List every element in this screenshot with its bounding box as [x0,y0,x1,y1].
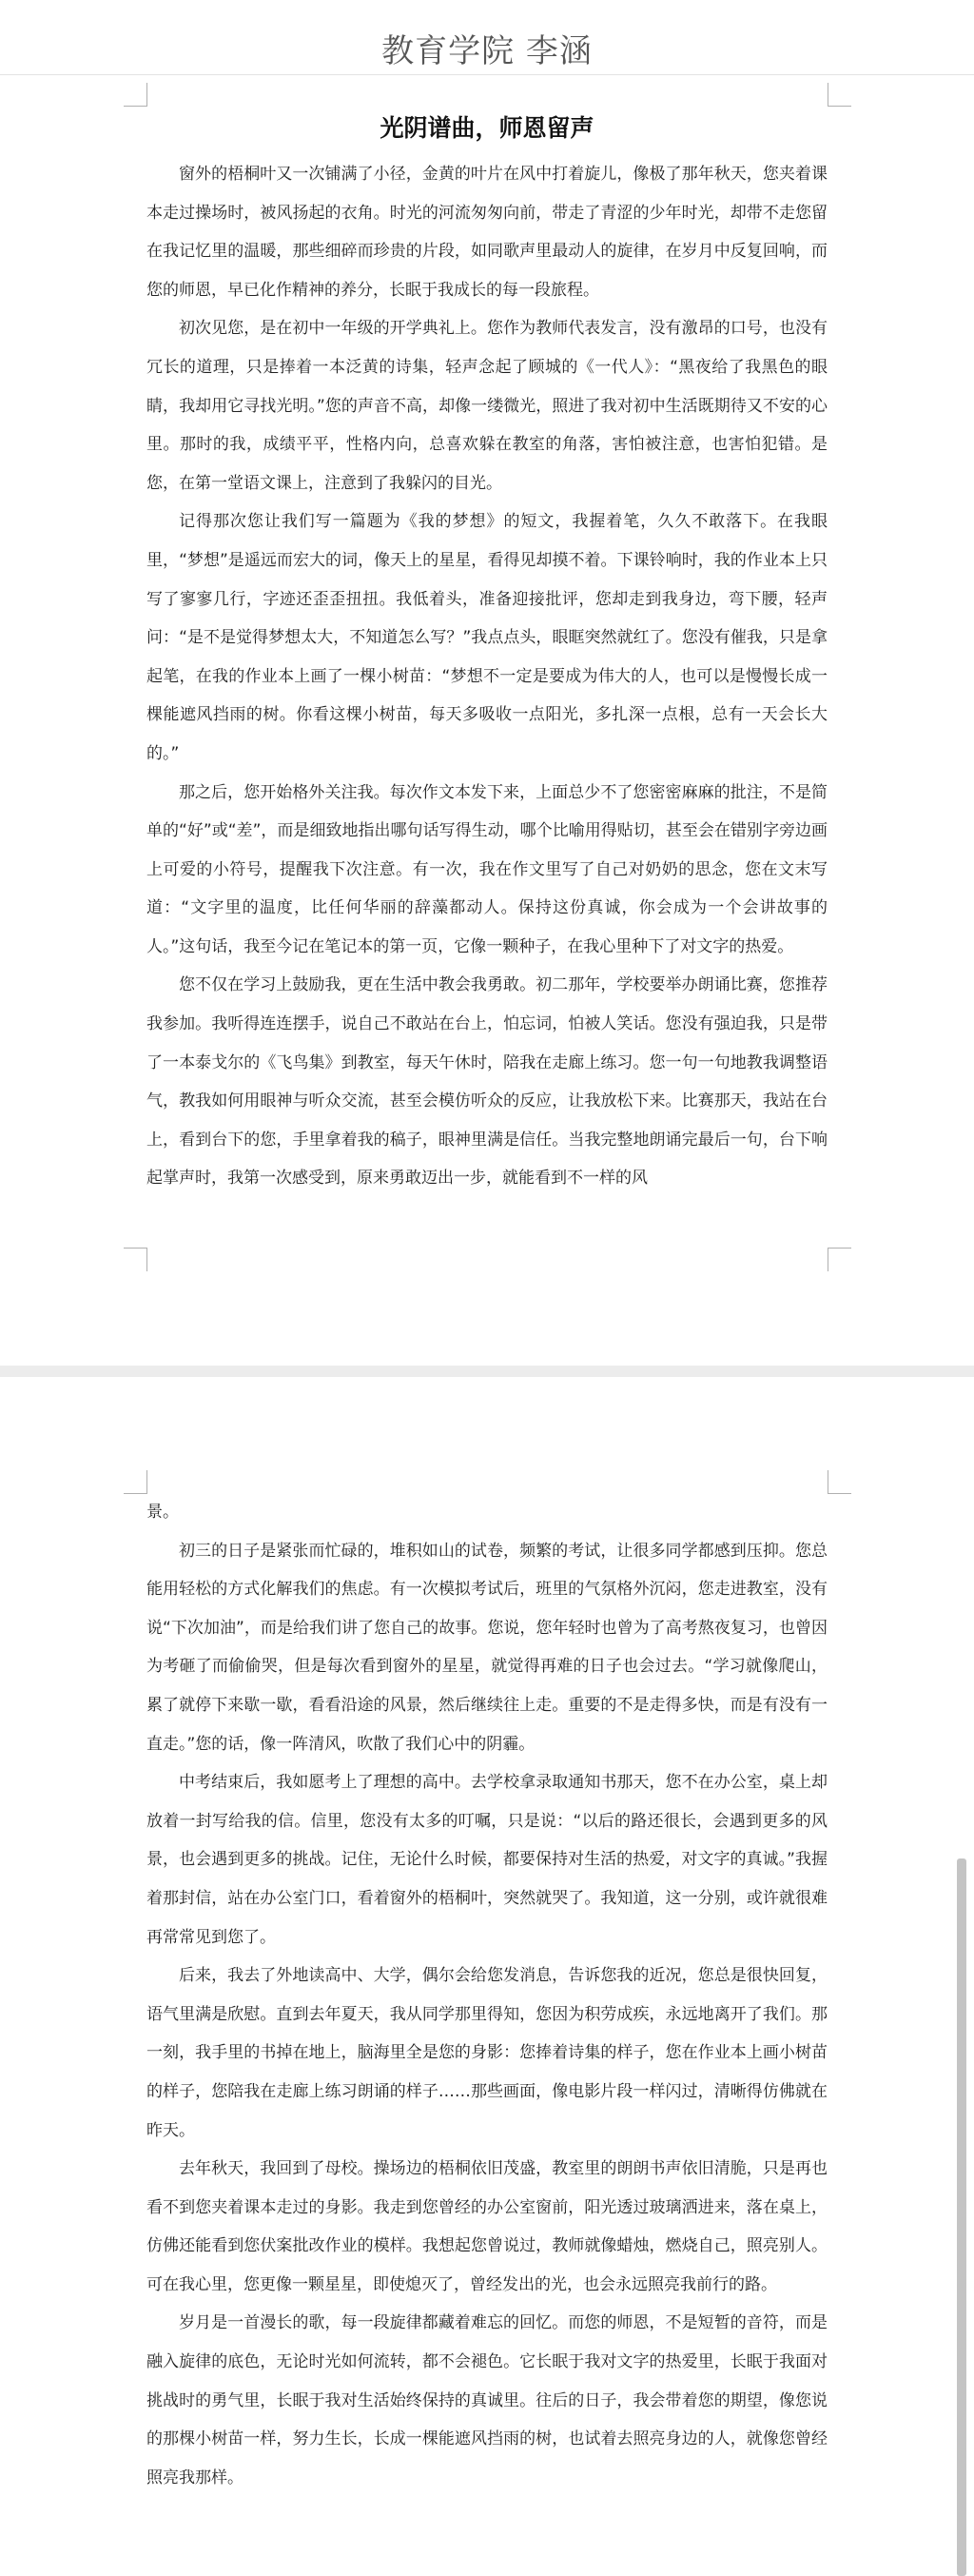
paragraph: 窗外的梧桐叶又一次铺满了小径，金黄的叶片在风中打着旋儿，像极了那年秋天，您夹着课本走过操场时，被风扬起的衣角。时光的河流匆匆向前，带走了青涩的少年时光，却带不走您留在我记忆里的温暖，那些细碎而珍贵的片段，如同歌声里最动人的旋律，在岁月中反复回响，而您的师恩，早已化作精神的养分，长眠于我成长的每一段旅程。 [146,165,828,300]
document-header [0,0,974,75]
paragraph: 记得那次您让我们写一篇题为《我的梦想》的短文，我握着笔，久久不敢落下。在我眼里，“梦想”是遥远而宏大的词，像天上的星星，看得见却摸不着。下课铃响时，我的作业本上只写了寥寥几行，字迹还歪歪扭扭。我低着头，准备迎接批评，您却走到我身边，弯下腰，轻声问：“是不是觉得梦想太大，不知道怎么写？”我点点头，眼眶突然就红了。您没有催我，只是拿起笔，在我的作业本上画了一棵小树苗：“梦想不一定是要成为伟大的人，也可以是慢慢长成一棵能遮风挡雨的树。你看这棵小树苗，每天多吸收一点阳光，多扎深一点根，总有一天会长大的。” [146,512,828,763]
margin-corner-mark [124,83,147,107]
paragraph: 中考结束后，我如愿考上了理想的高中。去学校拿录取通知书那天，您不在办公室，桌上却放着一封写给我的信。信里，您没有太多的叮嘱，只是说：“以后的路还很长，会遇到更多的风景，也会遇到更多的挑战。记住，无论什么时候，都要保持对生活的热爱，对文字的真诚。”我握着那封信，站在办公室门口，看着窗外的梧桐叶，突然就哭了。我知道，这一分别，或许就很难再常常见到您了。 [146,1773,828,1947]
margin-corner-mark [828,1470,851,1494]
scrollbar-thumb[interactable] [957,1858,966,2576]
essay-body-page-2 [146,1493,828,2497]
document-page-2 [0,1377,974,2576]
margin-corner-mark [124,1470,147,1494]
essay-body-page-1 [146,155,828,1198]
paragraph: 初三的日子是紧张而忙碌的，堆积如山的试卷，频繁的考试，让很多同学都感到压抑。您总能用轻松的方式化解我们的焦虑。有一次模拟考试后，班里的气氛格外沉闷，您走进教室，没有说“下次加油”，而是给我们讲了您自己的故事。您说，您年轻时也曾为了高考熬夜复习，也曾因为考砸了而偷偷哭，但是每次看到窗外的星星，就觉得再难的日子也会过去。“学习就像爬山，累了就停下来歇一歇，看看沿途的风景，然后继续往上走。重要的不是走得多快，而是有没有一直走。”您的话，像一阵清风，吹散了我们心中的阴霾。 [146,1541,828,1754]
paragraph: 后来，我去了外地读高中、大学，偶尔会给您发消息，告诉您我的近况，您总是很快回复，语气里满是欣慰。直到去年夏天，我从同学那里得知，您因为积劳成疾，永远地离开了我们。那一刻，我手里的书掉在地上，脑海里全是您的身影：您捧着诗集的样子，您在作业本上画小树苗的样子，您陪我在走廊上练习朗诵的样子……那些画面，像电影片段一样闪过，清晰得仿佛就在昨天。 [146,1966,828,2140]
paragraph-continuation: 景。 [146,1503,179,1522]
margin-corner-mark [124,1248,147,1271]
author-header: 教育学院 李涵 [381,32,593,70]
paragraph: 那之后，您开始格外关注我。每次作文本发下来，上面总少不了您密密麻麻的批注，不是简单的“好”或“差”，而是细致地指出哪句话写得生动，哪个比喻用得贴切，甚至会在错别字旁边画上可爱的小符号，提醒我下次注意。有一次，我在作文里写了自己对奶奶的思念，您在文末写道：“文字里的温度，比任何华丽的辞藻都动人。保持这份真诚，你会成为一个会讲故事的人。”这句话，我至今记在笔记本的第一页，它像一颗种子，在我心里种下了对文字的热爱。 [146,782,828,956]
margin-corner-mark [828,1248,851,1271]
paragraph: 初次见您，是在初中一年级的开学典礼上。您作为教师代表发言，没有激昂的口号，也没有冗长的道理，只是捧着一本泛黄的诗集，轻声念起了顾城的《一代人》：“黑夜给了我黑色的眼睛，我却用它寻找光明。”您的声音不高，却像一缕微光，照进了我对初中生活既期待又不安的心里。那时的我，成绩平平，性格内向，总喜欢躲在教室的角落，害怕被注意，也害怕犯错。是您，在第一堂语文课上，注意到了我躲闪的目光。 [146,319,828,493]
margin-corner-mark [828,83,851,107]
document-page-1 [0,75,974,1366]
paragraph: 岁月是一首漫长的歌，每一段旋律都藏着难忘的回忆。而您的师恩，不是短暂的音符，而是融入旋律的底色，无论时光如何流转，都不会褪色。它长眠于我对文字的热爱里，长眠于我面对挑战时的勇气里，长眠于我对生活始终保持的真诚里。往后的日子，我会带着您的期望，像您说的那棵小树苗一样，努力生长，长成一棵能遮风挡雨的树，也试着去照亮身边的人，就像您曾经照亮我那样。 [146,2313,828,2488]
paragraph: 您不仅在学习上鼓励我，更在生活中教会我勇敢。初二那年，学校要举办朗诵比赛，您推荐我参加。我听得连连摆手，说自己不敢站在台上，怕忘词，怕被人笑话。您没有强迫我，只是带了一本泰戈尔的《飞鸟集》到教室，每天午休时，陪我在走廊上练习。您一句一句地教我调整语气，教我如何用眼神与听众交流，甚至会模仿听众的反应，让我放松下来。比赛那天，我站在台上，看到台下的您，手里拿着我的稿子，眼神里满是信任。当我完整地朗诵完最后一句，台下响起掌声时，我第一次感受到，原来勇敢迈出一步，就能看到不一样的风 [146,975,828,1189]
paragraph: 去年秋天，我回到了母校。操场边的梧桐依旧茂盛，教室里的朗朗书声依旧清脆，只是再也看不到您夹着课本走过的身影。我走到您曾经的办公室窗前，阳光透过玻璃洒进来，落在桌上，仿佛还能看到您伏案批改作业的模样。我想起您曾说过，教师就像蜡烛，燃烧自己，照亮别人。可在我心里，您更像一颗星星，即使熄灭了，曾经发出的光，也会永远照亮我前行的路。 [146,2159,828,2294]
page-separator [0,1366,974,1377]
essay-title: 光阴谱曲，师恩留声 [380,114,594,142]
